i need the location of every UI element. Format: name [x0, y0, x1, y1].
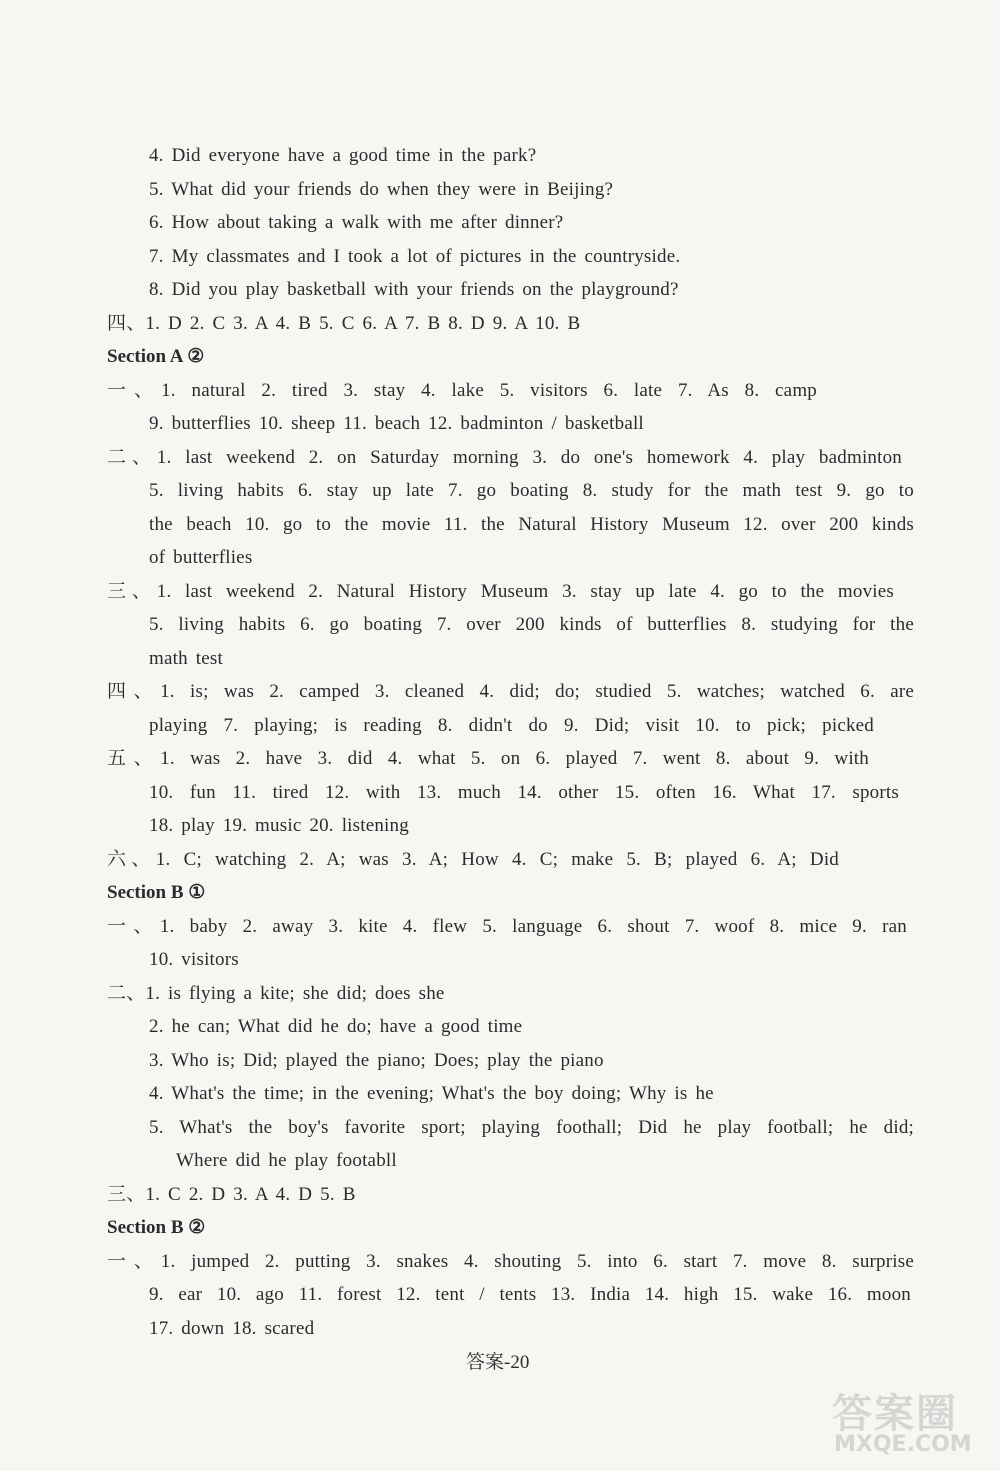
answer-line: playing 7. playing; is reading 8. didn't do 9. Did; visit 10. to pick; picked [149, 715, 874, 736]
watermark-logo: 答案圈 [832, 1391, 958, 1437]
answer-line: 9. butterflies 10. sheep 11. beach 12. badminton / basketball [149, 413, 644, 434]
answer-line: 7. My classmates and I took a lot of pictures in the countryside. [149, 246, 681, 267]
answer-line: 9. ear 10. ago 11. forest 12. tent / tents 13. India 14. high 15. wake 16. moon [149, 1284, 911, 1305]
answer-line: 一、1. jumped 2. putting 3. snakes 4. shouting 5. into 6. start 7. move 8. surprise [107, 1251, 914, 1272]
answer-line: math test [149, 648, 223, 669]
answer-line: Where did he play footabll [176, 1150, 397, 1171]
answer-line: 四、1. D 2. C 3. A 4. B 5. C 6. A 7. B 8. D 9. A 10. B [107, 313, 581, 334]
answer-line: 一、1. baby 2. away 3. kite 4. flew 5. language 6. shout 7. woof 8. mice 9. ran [107, 916, 907, 937]
answer-line: 5. What did your friends do when they were in Beijing? [149, 179, 614, 200]
watermark [832, 1382, 992, 1467]
page-number: 答案-20 [466, 1352, 530, 1373]
answer-line: 5. living habits 6. stay up late 7. go boating 8. study for the math test 9. go to [149, 480, 914, 501]
answer-line: 4. Did everyone have a good time in the park? [149, 145, 537, 166]
answer-line: 六、1. C; watching 2. A; was 3. A; How 4. C; make 5. B; played 6. A; Did [107, 849, 839, 870]
answer-line: 一、1. natural 2. tired 3. stay 4. lake 5. visitors 6. late 7. As 8. camp [107, 380, 817, 401]
answer-line: 3. Who is; Did; played the piano; Does; play the piano [149, 1050, 604, 1071]
answer-line: 三、1. last weekend 2. Natural History Museum 3. stay up late 4. go to the movies [107, 581, 894, 602]
answer-line: 10. fun 11. tired 12. with 13. much 14. other 15. often 16. What 17. sports [149, 782, 899, 803]
answer-line: 2. he can; What did he do; have a good time [149, 1016, 523, 1037]
answer-line: 4. What's the time; in the evening; What's the boy doing; Why is he [149, 1083, 714, 1104]
answer-line: 四、1. is; was 2. camped 3. cleaned 4. did; do; studied 5. watches; watched 6. are [107, 681, 914, 702]
watermark-url: MXQE.COM [834, 1432, 972, 1457]
answer-line: of butterflies [149, 547, 253, 568]
section-heading: Section B ① [107, 882, 206, 903]
answer-line: 5. What's the boy's favorite sport; playing foothall; Did he play football; he did; [149, 1117, 914, 1138]
answer-line: 二、1. last weekend 2. on Saturday morning 3. do one's homework 4. play badminton [107, 447, 902, 468]
answer-line: 三、1. C 2. D 3. A 4. D 5. B [107, 1184, 356, 1205]
answer-line: 18. play 19. music 20. listening [149, 815, 409, 836]
section-heading: Section B ② [107, 1217, 206, 1238]
answer-line: 10. visitors [149, 949, 239, 970]
answer-line: 6. How about taking a walk with me after dinner? [149, 212, 564, 233]
section-heading: Section A ② [107, 346, 205, 367]
answer-line: 17. down 18. scared [149, 1318, 315, 1339]
answer-line: 8. Did you play basketball with your friends on the playground? [149, 279, 679, 300]
answer-line: the beach 10. go to the movie 11. the Natural History Museum 12. over 200 kinds [149, 514, 914, 535]
answer-line: 二、1. is flying a kite; she did; does she [107, 983, 445, 1004]
answer-line: 五、1. was 2. have 3. did 4. what 5. on 6. played 7. went 8. about 9. with [107, 748, 869, 769]
answer-line: 5. living habits 6. go boating 7. over 200 kinds of butterflies 8. studying for the [149, 614, 914, 635]
